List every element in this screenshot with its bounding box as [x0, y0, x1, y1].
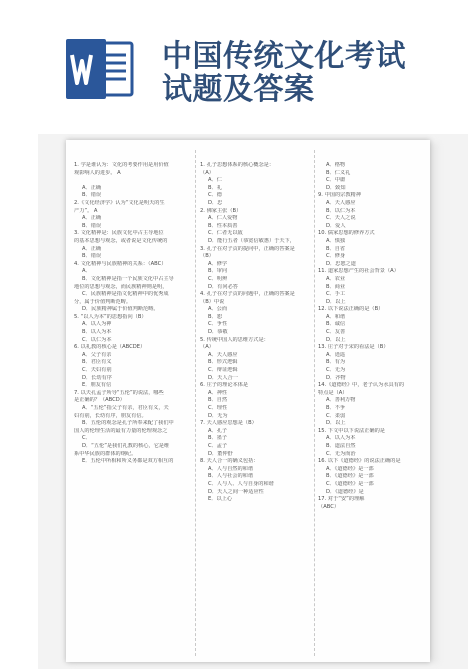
- document-line: 分，属于价值判断范畴。: [74, 298, 132, 305]
- document-line: C．争性: [208, 321, 228, 328]
- document-line: D．以上: [326, 336, 346, 343]
- document-line: 产力”。 A: [74, 207, 98, 214]
- document-line: A．逍遥: [326, 351, 346, 358]
- document-line: B．道法自然: [326, 442, 356, 449]
- document-line: D．以上: [326, 420, 346, 427]
- document-line: 2. 佛家主张（B）: [200, 207, 242, 214]
- document-line: B．自省: [326, 245, 346, 252]
- text-column-1: [74, 162, 192, 466]
- document-line: 7. 以夫孔孟子所导“五伦”的说法，哪些: [74, 389, 164, 396]
- document-line: （ABC）: [318, 503, 340, 510]
- document-line: A．仁: [208, 177, 222, 184]
- document-line: 国人的伦理生活的最有力量的伦理观念之: [74, 427, 168, 434]
- document-line: A．: [82, 268, 91, 275]
- document-line: A．以人为神: [82, 321, 112, 328]
- document-line: A．仁人爱物: [208, 215, 238, 222]
- document-line: B．错误: [82, 253, 102, 260]
- document-line: A．农业: [326, 275, 346, 282]
- document-line: C．《道德经》是一部: [326, 480, 374, 487]
- document-line: D．“五伦”是我们礼教的核心，它是维: [82, 442, 170, 449]
- document-line: A．正确: [82, 245, 102, 252]
- document-line: D．天人合一: [208, 374, 238, 381]
- document-line: C．德: [208, 192, 222, 199]
- document-line: A．父子有亲: [82, 351, 112, 358]
- document-line: A．善利万物: [326, 397, 356, 404]
- document-line: C．柔弱: [326, 412, 346, 419]
- page-title: [162, 40, 462, 106]
- document-line: 14.《道德经》中，老子认为水具有的: [318, 382, 405, 389]
- page-header: [0, 0, 474, 110]
- document-line: D．长幼有序: [82, 374, 112, 381]
- text-column-3: [318, 162, 424, 511]
- document-line: E．五伦中所相和所义务都是双方相互的: [82, 458, 174, 465]
- document-line: 1. 学是谁认为：文化的考要作用是用价值: [74, 162, 169, 168]
- document-line: A．和谐: [326, 313, 346, 320]
- document-line: A．孔子: [208, 427, 228, 434]
- document-line: D．天人之间一种适应性: [208, 488, 264, 495]
- text-column-2: [200, 162, 311, 504]
- document-line: C．辩证逻辑: [208, 367, 238, 374]
- document-line: 12. 以下说法正确的是（B）: [318, 306, 384, 313]
- document-line: B．以仁为本: [326, 207, 356, 214]
- document-line: 7. 天人感应思想是（B）: [200, 420, 257, 427]
- document-line: 妇有别，长幼有序，朋友有信。: [74, 412, 147, 419]
- document-line: 3. 文化精神是：民族文化中占主导地位: [74, 230, 164, 237]
- document-line: C．手工: [326, 291, 346, 298]
- document-line: 4. 孔子在对子贡的问题中，正确的答案是: [200, 291, 295, 298]
- document-line: B．礼: [208, 184, 222, 191]
- document-line: [74, 177, 192, 185]
- document-line: B．仁义礼: [326, 169, 351, 176]
- document-line: A．人与自然的和谐: [208, 465, 254, 472]
- document-line: D．齐物: [326, 374, 346, 381]
- document-line: B．墨子: [208, 435, 228, 442]
- document-line: 16. 以下《道德经》的说法正确的是: [318, 458, 401, 465]
- document-line: D．民族精神属于价值判断范畴。: [82, 306, 159, 313]
- document-line: 17. 对于“安”的理解: [318, 496, 365, 503]
- document-line: C．天人之说: [326, 215, 356, 222]
- document-line: D．能行五者（恭宽信敏惠）于天下，: [208, 237, 295, 244]
- document-line: A．慎独: [326, 237, 346, 244]
- document-line: B．形式逻辑: [208, 359, 238, 366]
- document-line: 4. 文化精神与民族精神的关系：（ABC）: [74, 260, 167, 267]
- document-line: 系中华民族的群体的纲纪。: [74, 450, 137, 457]
- document-line: D．无为: [208, 412, 228, 419]
- document-line: C．中庸: [326, 177, 346, 184]
- document-line: 地位的思想与观念，而民族精神则是明，: [74, 283, 168, 290]
- document-line: C．友善: [326, 329, 346, 336]
- document-line: B．错误: [82, 192, 102, 199]
- document-line: B．自然: [208, 397, 228, 404]
- document-line: B．性本质善: [208, 222, 238, 229]
- document-line: A．以人为本: [326, 435, 356, 442]
- document-line: 9. 中国的宗教精神: [318, 192, 361, 199]
- document-line: C．人与人、人与自身的和谐: [208, 480, 274, 487]
- document-line: 观影响人的进步。 A: [74, 169, 121, 176]
- document-line: B．恕: [208, 313, 222, 320]
- document-line: E．以上心: [208, 496, 233, 503]
- document-line: C．无为: [326, 367, 346, 374]
- document-line: A．“五伦”指父子有亲，君臣有义，夫: [82, 405, 169, 411]
- title-line-1: 中国传统文化考试: [162, 39, 406, 74]
- document-page: [66, 140, 430, 662]
- document-line: C．民族精神是指文化精神中的优秀成: [82, 291, 169, 298]
- word-doc-icon: [64, 37, 136, 101]
- document-line: D．忠: [208, 199, 223, 206]
- document-line: B．人与社会的和谐: [208, 473, 254, 480]
- document-line: 是正确的？（ABCD）: [74, 397, 125, 404]
- document-line: B．文化精神是指一个民族文化中占主导: [82, 275, 174, 282]
- document-line: C．明辨: [208, 275, 228, 282]
- document-line: C．以仁为本: [82, 336, 112, 343]
- document-line: 2.《文化经济学》认为“文化是明天的生: [74, 199, 165, 206]
- document-line: D．致知: [326, 184, 346, 191]
- document-line: A．《道德经》是一部: [326, 465, 374, 472]
- document-line: 15. 下文中以下说法正确的是: [318, 427, 385, 434]
- document-line: E．朋友有信: [82, 382, 112, 389]
- column-divider: [195, 150, 196, 656]
- document-line: A．公而: [208, 306, 228, 313]
- document-line: B．审问: [208, 268, 228, 275]
- document-line: B．《道德经》是一部: [326, 473, 374, 480]
- title-line-2: 试题及答案: [162, 72, 315, 107]
- document-line: D．以上: [326, 298, 346, 305]
- document-line: D．爱人: [326, 222, 346, 229]
- document-line: 1. 孔子思想体系的核心概念是：: [200, 162, 275, 168]
- document-line: B．错误: [82, 222, 102, 229]
- document-line: A．修学: [208, 260, 228, 267]
- document-line: 13. 庄子对于宋的看法是（B）: [318, 344, 389, 351]
- document-line: B．以人为本: [82, 329, 112, 336]
- document-line: A．神性: [208, 389, 228, 396]
- document-line: D．忠恕之道: [326, 260, 356, 267]
- document-line: A．正确: [82, 184, 102, 191]
- document-line: （B）中说: [200, 298, 225, 305]
- document-line: 8. 天人合一的确义包括：: [200, 458, 259, 465]
- document-line: 11. 道家思想产生的社会背景（A）: [318, 268, 399, 275]
- document-line: B．诚信: [326, 321, 346, 328]
- document-line: C．修身: [326, 253, 346, 260]
- document-line: （A）: [200, 344, 214, 351]
- document-line: C．无为而治: [326, 450, 356, 457]
- document-line: 5. “以人为本”的思想指向（B）: [74, 313, 147, 320]
- document-line: B．君臣有义: [82, 359, 112, 366]
- document-line: B．商业: [326, 283, 346, 290]
- column-divider: [314, 150, 315, 656]
- document-line: C．仁者无以敌: [208, 230, 243, 237]
- document-line: D．恭敬: [208, 329, 228, 336]
- document-line: B．不争: [326, 405, 346, 411]
- document-line: （B）: [200, 253, 214, 260]
- document-line: A．天人感应: [208, 351, 238, 358]
- document-line: B．五伦的观念是孔子所奉来配了我们中: [82, 420, 174, 427]
- document-line: D．董仲舒: [208, 450, 233, 457]
- document-line: 5. 传统中国人的思维方式是：: [200, 336, 269, 343]
- document-line: 特点是（A）: [318, 389, 348, 396]
- document-line: C．夫妇有别: [82, 367, 112, 374]
- document-line: A．天人感应: [326, 199, 356, 206]
- document-line: 10. 儒家思想的修养方式: [318, 230, 375, 237]
- document-line: D．有问必答: [208, 283, 238, 290]
- document-line: （A）: [200, 169, 214, 176]
- document-line: 的基本思想与观念，或者说是文化传统的: [74, 237, 168, 244]
- document-line: B．有为: [326, 359, 346, 366]
- document-line: C．: [82, 435, 91, 442]
- document-line: 6. 以礼教的核心是（ABCDE）: [74, 344, 146, 351]
- document-line: A．正确: [82, 215, 102, 222]
- document-line: C．孟子: [208, 442, 228, 449]
- document-line: D．《道德经》是: [326, 488, 364, 495]
- document-line: 6. 庄子的理论本体是: [200, 382, 249, 389]
- document-line: A．格物: [326, 162, 346, 168]
- document-line: C．理性: [208, 405, 228, 411]
- document-line: 3. 孔子在对子贡的提问中，正确的答案是: [200, 245, 295, 252]
